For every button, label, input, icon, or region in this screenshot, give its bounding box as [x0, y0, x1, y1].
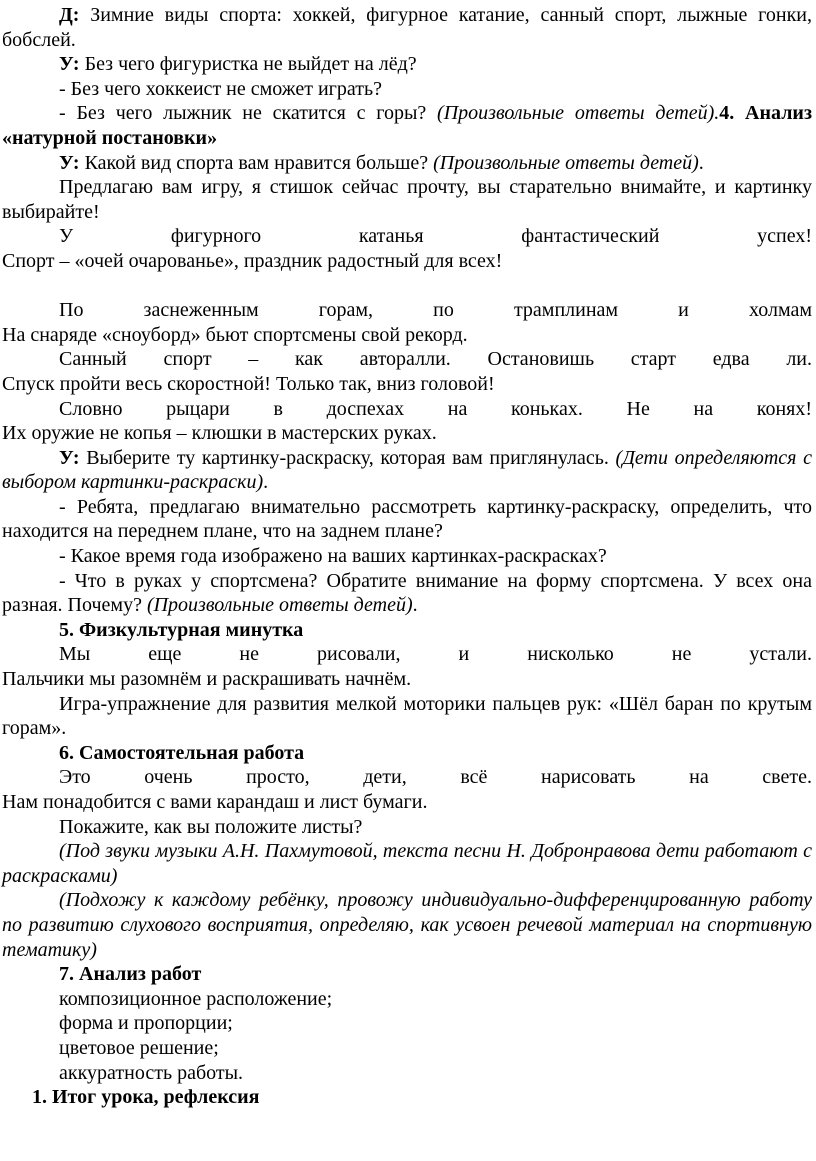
poem-line: Их оружие не копья – клюшки в мастерских руках.	[2, 422, 437, 445]
paragraph-text: - Ребята, предлагаю внимательно рассмотреть картинку-раскраску, определить, что находится на переднем плане, что на заднем плане?	[2, 495, 812, 543]
italic-remark: (Произвольные ответы детей).	[437, 102, 720, 125]
poem-line: Спуск пройти весь скоростной! Только так, вниз головой!	[2, 372, 495, 395]
paragraph-examine-picture	[2, 495, 812, 544]
paragraph-season-question	[2, 544, 812, 569]
paragraph-text: - Без чего лыжник не скатится с горы?	[59, 102, 438, 125]
list-item: аккуратность работы.	[59, 1061, 244, 1084]
italic-remark: (Подхожу к каждому ребёнку, провожу индивидуально-дифференцированную работу по развитию слухового восприятия, определяю, как усвоен речевой материал на спортивную тематику)	[2, 889, 812, 961]
section-heading-4: 4. Анализ «натурной постановки»	[2, 102, 812, 149]
poem-line: У фигурного катанья фантастический успех!	[59, 225, 812, 248]
italic-remark: (Произвольные ответы детей)	[146, 594, 413, 617]
poem-line: По заснеженным горам, по трамплинам и холмам	[59, 299, 812, 322]
heading-text: 5. Физкультурная минутка	[59, 618, 304, 641]
poem-line: На снаряде «сноуборд» бьют спортсмены свой рекорд.	[2, 323, 468, 346]
section-heading-6	[2, 741, 812, 766]
punctuation: .	[263, 471, 269, 494]
speaker-label: У:	[59, 53, 80, 76]
paragraph-text: - Что в руках у спортсмена? Обратите внимание на форму спортсмена. У всех она разная. Почему?	[2, 569, 812, 617]
list-item: форма и пропорции;	[59, 1012, 233, 1035]
paragraph-text: Предлагаю вам игру, я стишок сейчас прочту, вы старательно внимайте, и картинку выбирайте!	[2, 176, 812, 223]
paragraph-show-sheets	[2, 815, 812, 840]
poem-line: Это очень просто, дети, всё нарисовать на свете.	[59, 766, 812, 789]
italic-remark: (Под звуки музыки А.Н. Пахмутовой, текста песни Н. Добронравова дети работают с раскрасками)	[2, 840, 812, 887]
paragraph-text: Игра-упражнение для развития мелкой моторики пальцев рук: «Шёл баран по крутым горам».	[2, 692, 812, 740]
poem-line: Пальчики мы разомнём и раскрашивать начнём.	[2, 668, 412, 691]
paragraph-individual-work	[2, 888, 812, 962]
poem-line: Санный спорт – как авторалли. Остановишь старт едва ли.	[59, 348, 812, 371]
paragraph-question-skier	[2, 101, 812, 150]
paragraph-choose-picture	[2, 446, 812, 495]
paragraph-children-answer	[2, 3, 812, 52]
paragraph-text: Покажите, как вы положите листы?	[59, 815, 363, 838]
paragraph-teacher-question	[2, 52, 812, 77]
blank-line	[2, 274, 812, 299]
list-item: композиционное расположение;	[59, 987, 333, 1010]
punctuation: .	[698, 151, 704, 174]
list-item: цветовое решение;	[59, 1036, 219, 1059]
heading-text: 7. Анализ работ	[59, 963, 202, 986]
speaker-label: У:	[59, 446, 80, 469]
paragraph-text: Без чего фигуристка не выйдет на лёд?	[79, 53, 417, 76]
poem-line: Словно рыцари в доспехах на коньках. Не на конях!	[59, 397, 812, 420]
italic-remark: (Произвольные ответы детей)	[433, 151, 699, 174]
paragraph-text: Какой вид спорта вам нравится больше?	[79, 151, 434, 174]
speaker-label: Д:	[59, 4, 80, 26]
paragraph-text: Выберите ту картинку-раскраску, которая вам приглянулась.	[79, 446, 616, 469]
paragraph-game-intro	[2, 175, 812, 224]
paragraph-text: - Без чего хоккеист не сможет играть?	[59, 77, 382, 100]
paragraph-question-hockey	[2, 77, 812, 102]
poem-line: Мы еще не рисовали, и нисколько не устали.	[59, 643, 812, 666]
paragraph-music-remark	[2, 839, 812, 888]
speaker-label: У:	[59, 151, 80, 174]
section-heading-5	[2, 618, 812, 643]
punctuation: .	[412, 594, 418, 617]
poem-line: Спорт – «очей очарованье», праздник радостный для всех!	[2, 249, 503, 272]
paragraph-teacher-sport	[2, 151, 812, 176]
paragraph-text: Зимние виды спорта: хоккей, фигурное катание, санный спорт, лыжные гонки, бобслей.	[2, 4, 812, 51]
poem-line: Нам понадобится с вами карандаш и лист бумаги.	[2, 791, 428, 813]
paragraph-finger-game	[2, 692, 812, 741]
section-heading-7	[2, 962, 812, 987]
paragraph-athlete-question	[2, 569, 812, 618]
paragraph-text: - Какое время года изображено на ваших картинках-раскрасках?	[59, 545, 607, 568]
heading-text: 6. Самостоятельная работа	[59, 741, 305, 764]
section-heading-summary: 1. Итог урока, рефлексия	[32, 1086, 260, 1109]
italic-remark: (Дети определяются с выбором картинки-раскраски)	[2, 446, 812, 494]
